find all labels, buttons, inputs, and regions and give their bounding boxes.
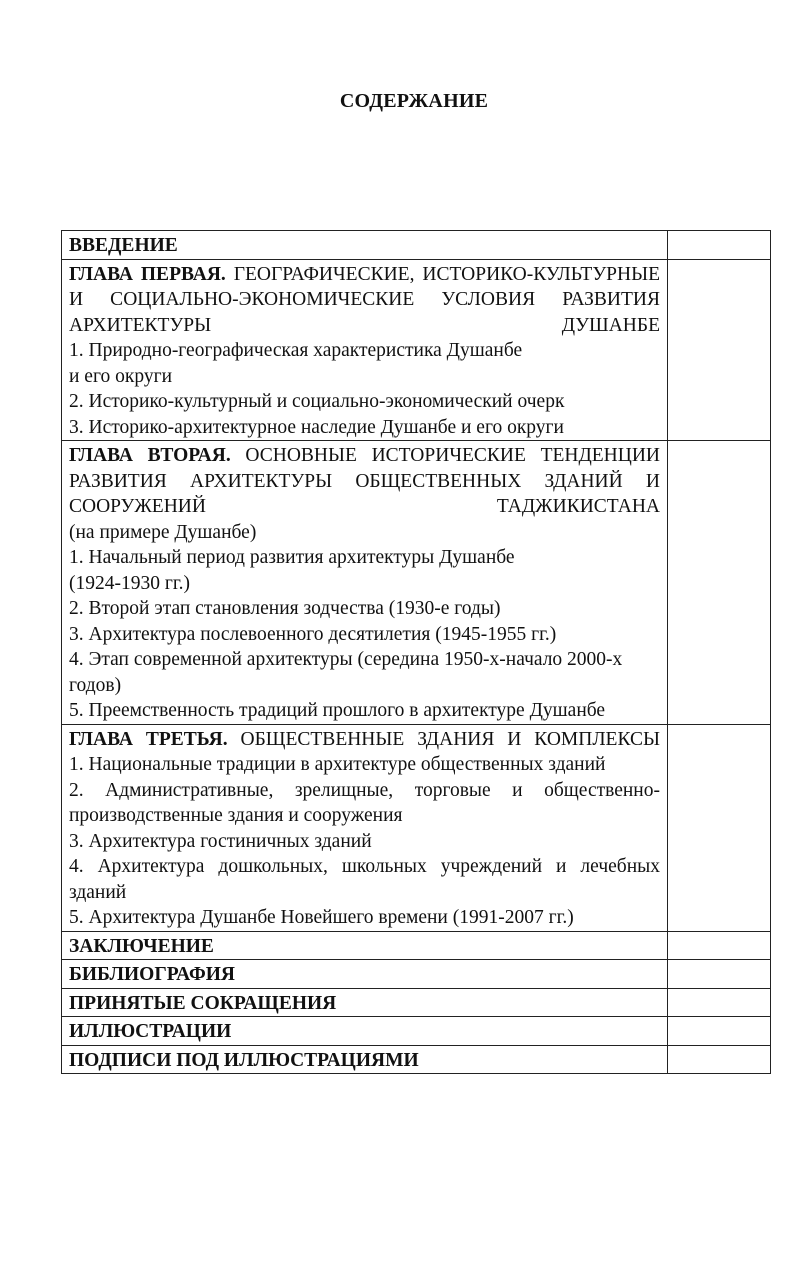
chapter-3-title: ОБЩЕСТВЕННЫЕ ЗДАНИЯ И КОМПЛЕКСЫ	[240, 728, 660, 750]
chapter-1-cell	[62, 259, 668, 441]
page-number-cell	[668, 259, 771, 441]
chapter-3-section: 4. Архитектура дошкольных, школьных учреждений и лечебных зданий	[69, 856, 660, 903]
chapter-3-heading	[69, 727, 660, 753]
toc-row-chapter-2	[62, 441, 771, 725]
illustrations-heading: ИЛЛЮСТРАЦИИ	[62, 1017, 668, 1046]
chapter-3-section: 3. Архитектура гостиничных зданий	[69, 830, 372, 852]
chapter-1-lead: ГЛАВА ПЕРВАЯ.	[69, 263, 226, 285]
introduction-heading: ВВЕДЕНИЕ	[62, 231, 668, 260]
toc-row-bibliography	[62, 960, 771, 989]
toc-row-chapter-3	[62, 724, 771, 931]
page-number-cell	[668, 1017, 771, 1046]
bibliography-heading: БИБЛИОГРАФИЯ	[62, 960, 668, 989]
contents-table	[61, 230, 771, 1074]
chapter-1-section: 2. Историко-культурный и социально-экономический очерк	[69, 391, 565, 412]
conclusion-heading: ЗАКЛЮЧЕНИЕ	[62, 931, 668, 960]
chapter-1-heading	[69, 262, 660, 339]
toc-row-illustrations	[62, 1017, 771, 1046]
chapter-1-section: 1. Природно-географическая характеристика Душанбе	[69, 340, 523, 361]
page-number-cell	[668, 441, 771, 725]
chapter-3-lead: ГЛАВА ТРЕТЬЯ.	[69, 728, 228, 750]
chapter-1-section: и его округи	[69, 365, 173, 387]
toc-row-abbreviations	[62, 988, 771, 1017]
chapter-2-section: 2. Второй этап становления зодчества (1930-е годы)	[69, 598, 501, 619]
toc-row-chapter-1	[62, 259, 771, 441]
chapter-3-cell	[62, 724, 668, 931]
chapter-2-section: (1924-1930 гг.)	[69, 572, 191, 594]
page-number-cell	[668, 988, 771, 1017]
toc-row-introduction	[62, 231, 771, 260]
chapter-3-section: 2. Административные, зрелищные, торговые и общественно-производственные здания и сооружения	[69, 779, 660, 826]
chapter-1-section: 3. Историко-архитектурное наследие Душанбе и его округи	[69, 416, 564, 438]
chapter-2-section: 4. Этап современной архитектуры (середина 1950-х-начало 2000-х годов)	[69, 649, 623, 696]
chapter-2-heading	[69, 443, 660, 520]
chapter-3-section: 5. Архитектура Душанбе Новейшего времени (1991-2007 гг.)	[69, 907, 574, 928]
page-number-cell	[668, 724, 771, 931]
toc-row-captions	[62, 1045, 771, 1074]
chapter-3-section: 1. Национальные традиции в архитектуре общественных зданий	[69, 754, 606, 775]
page-number-cell	[668, 931, 771, 960]
chapter-2-section: 5. Преемственность традиций прошлого в архитектуре Душанбе	[69, 700, 606, 721]
chapter-2-section: 3. Архитектура послевоенного десятилетия (1945-1955 гг.)	[69, 623, 557, 645]
captions-heading: ПОДПИСИ ПОД ИЛЛЮСТРАЦИЯМИ	[62, 1045, 668, 1074]
page-number-cell	[668, 231, 771, 260]
chapter-2-subtitle: (на примере Душанбе)	[69, 521, 257, 543]
page-number-cell	[668, 1045, 771, 1074]
chapter-1-title: ГЕОГРАФИЧЕСКИЕ, ИСТОРИКО-КУЛЬТУРНЫЕ И СОЦИАЛЬНО-ЭКОНОМИЧЕСКИЕ УСЛОВИЯ РАЗВИТИЯ АРХИТЕКТУРЫ ДУШАНБЕ	[69, 263, 660, 336]
chapter-2-cell	[62, 441, 668, 725]
chapter-2-section: 1. Начальный период развития архитектуры Душанбе	[69, 547, 515, 568]
chapter-2-title: ОСНОВНЫЕ ИСТОРИЧЕСКИЕ ТЕНДЕНЦИИ РАЗВИТИЯ АРХИТЕКТУРЫ ОБЩЕСТВЕННЫХ ЗДАНИЙ И СООРУЖЕНИЙ ТАДЖИКИСТАНА	[69, 445, 661, 517]
page-title: СОДЕРЖАНИЕ	[339, 90, 489, 112]
abbreviations-heading: ПРИНЯТЫЕ СОКРАЩЕНИЯ	[62, 988, 668, 1017]
toc-row-conclusion	[62, 931, 771, 960]
page-number-cell	[668, 960, 771, 989]
chapter-2-lead: ГЛАВА ВТОРАЯ.	[69, 445, 231, 466]
